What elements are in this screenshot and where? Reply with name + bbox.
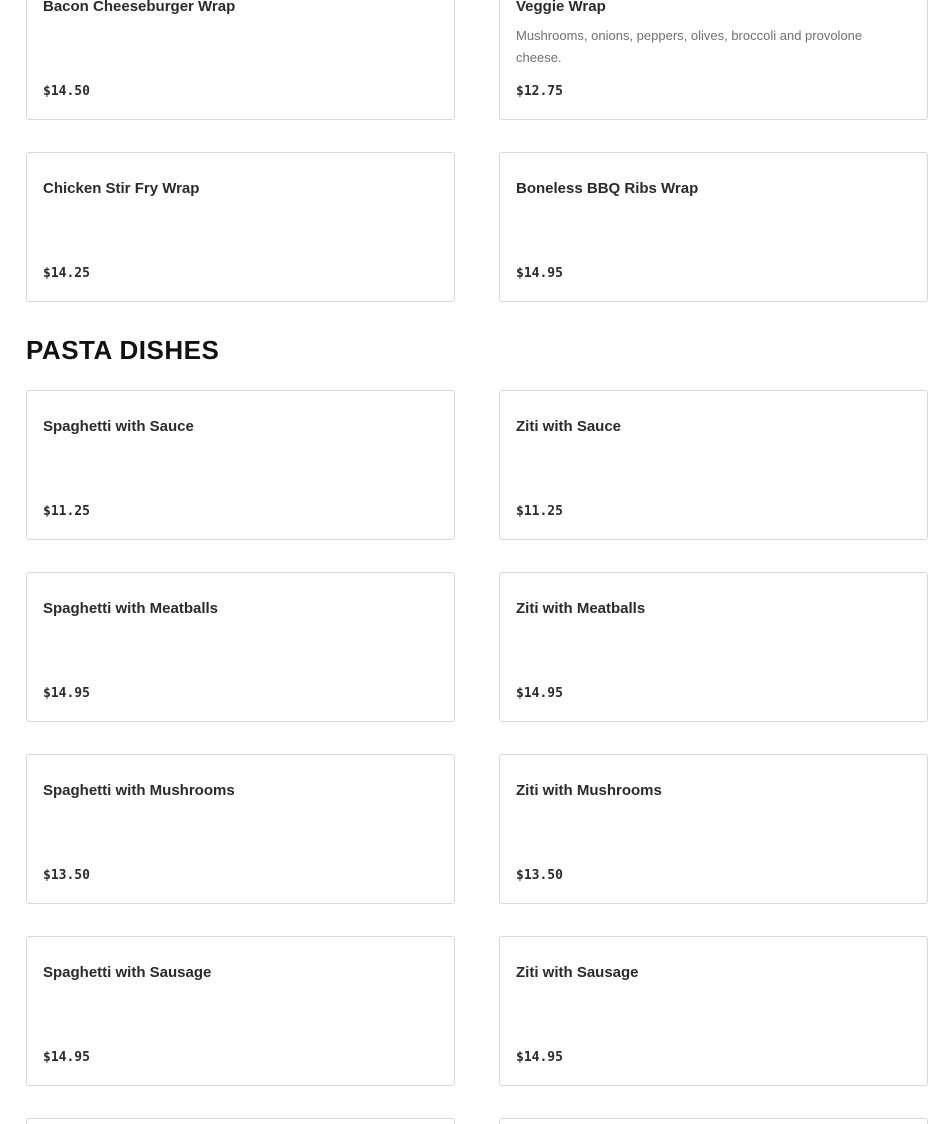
menu-item-price: $11.25 <box>43 504 90 519</box>
menu-item-card[interactable] <box>26 390 455 540</box>
menu-item-price: $14.95 <box>516 686 563 701</box>
menu-item-price: $14.95 <box>43 686 90 701</box>
menu-item-price: $14.95 <box>43 1050 90 1065</box>
menu-item-name: Spaghetti with Mushrooms <box>43 782 235 799</box>
menu-item-price: $14.95 <box>516 266 563 281</box>
menu-item-card[interactable] <box>26 1118 455 1124</box>
menu-item-name: Spaghetti with Sauce <box>43 418 194 435</box>
menu-item-name: Boneless BBQ Ribs Wrap <box>516 180 699 197</box>
menu-item-card[interactable] <box>499 390 928 540</box>
menu-item-name: Ziti with Sauce <box>516 418 622 435</box>
menu-item-price: $13.50 <box>516 868 563 883</box>
menu-item-name: Veggie Wrap <box>516 0 606 15</box>
menu-item-price: $14.25 <box>43 266 90 281</box>
menu-item-name: Bacon Cheeseburger Wrap <box>43 0 236 15</box>
menu-item-name: Ziti with Meatballs <box>516 600 646 617</box>
menu-item-card[interactable] <box>499 0 928 120</box>
menu-item-card[interactable] <box>26 572 455 722</box>
menu-item-card[interactable] <box>26 936 455 1086</box>
menu-item-card[interactable] <box>26 754 455 904</box>
menu-item-name: Ziti with Sausage <box>516 964 639 981</box>
menu-item-price: $14.50 <box>43 84 90 99</box>
menu-item-description: Mushrooms, onions, peppers, olives, broccoli and provolone cheese. <box>516 28 863 65</box>
menu-item-name: Chicken Stir Fry Wrap <box>43 180 200 197</box>
menu-item-price: $12.75 <box>516 84 563 99</box>
menu-item-card[interactable] <box>499 572 928 722</box>
menu-item-name: Spaghetti with Meatballs <box>43 600 219 617</box>
menu-item-card[interactable] <box>499 1118 928 1124</box>
menu-item-price: $13.50 <box>43 868 90 883</box>
menu-item-name: Ziti with Mushrooms <box>516 782 662 799</box>
menu-item-card[interactable] <box>26 152 455 302</box>
section-heading-pasta: PASTA DISHES <box>26 335 220 365</box>
menu-item-price: $11.25 <box>516 504 563 519</box>
menu-item-card[interactable] <box>26 0 455 120</box>
menu-item-card[interactable] <box>499 152 928 302</box>
menu-item-card[interactable] <box>499 754 928 904</box>
menu-item-price: $14.95 <box>516 1050 563 1065</box>
menu-item-card[interactable] <box>499 936 928 1086</box>
menu-item-name: Spaghetti with Sausage <box>43 964 212 981</box>
